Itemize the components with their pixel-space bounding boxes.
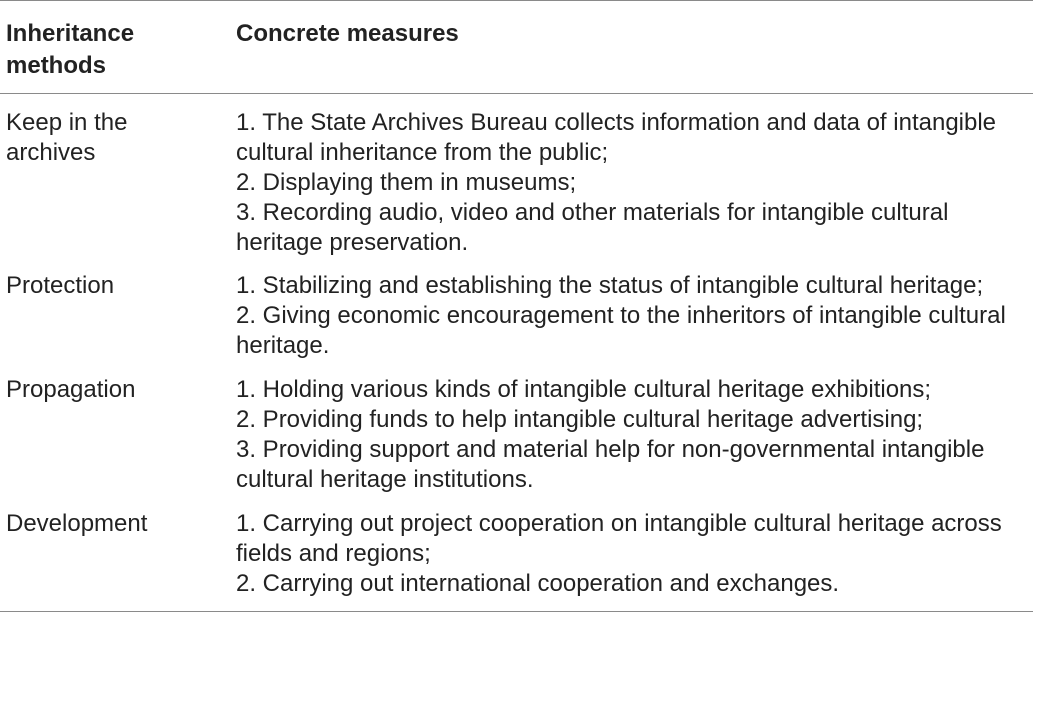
measure-item: 3. Providing support and material help for non-governmental intangible cultural heritage institutions. bbox=[236, 436, 985, 493]
measure-item: 1. Holding various kinds of intangible cultural heritage exhibitions; bbox=[236, 376, 932, 403]
header-inheritance-methods: Inheritance methods bbox=[6, 20, 135, 79]
table-header bbox=[0, 1, 1033, 94]
measure-item: 1. Stabilizing and establishing the status of intangible cultural heritage; bbox=[236, 272, 984, 299]
measure-item: 2. Giving economic encouragement to the inheritors of intangible cultural heritage. bbox=[236, 302, 1006, 359]
table-row bbox=[0, 94, 1033, 272]
measures-cell bbox=[230, 509, 1033, 612]
measure-item: 1. The State Archives Bureau collects information and data of intangible cultural inheritance from the public; bbox=[236, 109, 997, 166]
measure-item: 3. Recording audio, video and other materials for intangible cultural heritage preservation. bbox=[236, 199, 949, 256]
method-cell: Protection bbox=[6, 272, 115, 299]
method-cell: Propagation bbox=[6, 376, 136, 403]
measure-item: 2. Displaying them in museums; bbox=[236, 169, 577, 196]
method-cell: Keep in the archives bbox=[6, 109, 128, 166]
measure-item: 2. Carrying out international cooperation and exchanges. bbox=[236, 570, 840, 597]
measure-item: 2. Providing funds to help intangible cultural heritage advertising; bbox=[236, 406, 924, 433]
measures-cell bbox=[230, 271, 1033, 375]
header-concrete-measures: Concrete measures bbox=[236, 20, 459, 47]
measures-cell bbox=[230, 375, 1033, 509]
header-row bbox=[0, 1, 1033, 94]
table-row bbox=[0, 375, 1033, 509]
table-row bbox=[0, 271, 1033, 375]
measure-item: 1. Carrying out project cooperation on intangible cultural heritage across fields and regions; bbox=[236, 510, 1002, 567]
table-body bbox=[0, 94, 1033, 612]
table-row bbox=[0, 509, 1033, 612]
measures-cell bbox=[230, 94, 1033, 272]
method-cell: Development bbox=[6, 510, 148, 537]
